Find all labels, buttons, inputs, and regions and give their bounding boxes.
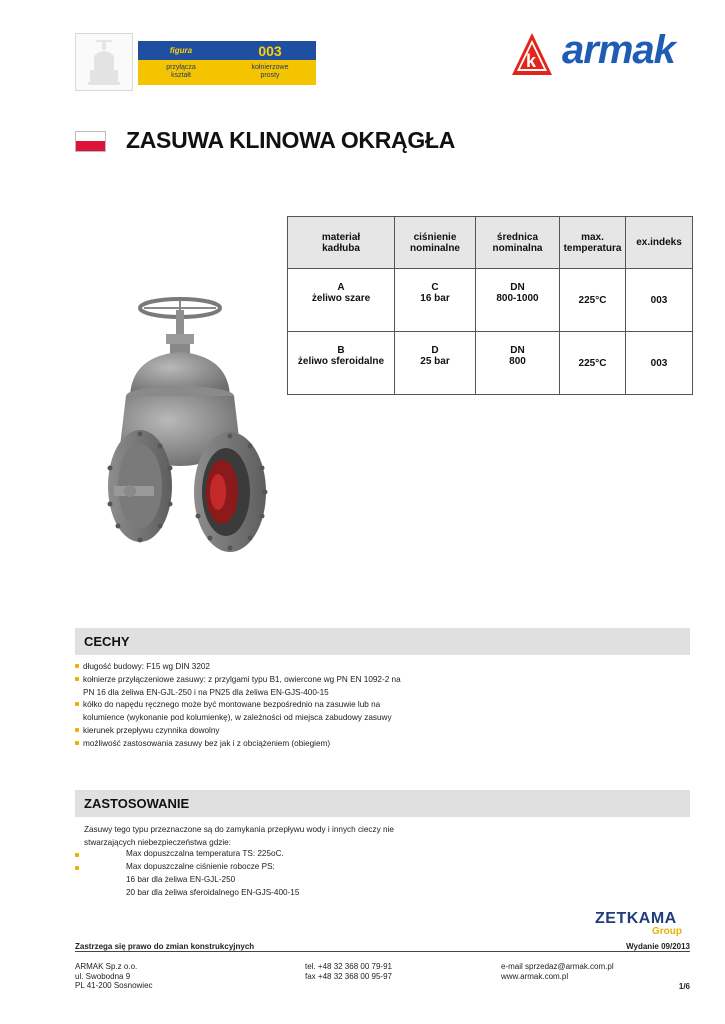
- zetkama-group-label: Group: [652, 926, 682, 937]
- bullet-icon: [75, 664, 79, 668]
- website-link[interactable]: www.armak.com.pl: [501, 971, 569, 981]
- cell-pressure: C 16 bar: [395, 269, 476, 332]
- list-item: możliwość zastosowania zasuwy bez jak i z obciążeniem (obiegiem): [75, 738, 435, 751]
- application-heading: ZASTOSOWANIE: [84, 796, 190, 811]
- product-thumbnail: [75, 33, 133, 91]
- list-item: kierunek przepływu czynnika dowolny: [75, 725, 435, 738]
- features-heading-bar: [75, 628, 690, 655]
- table-header-row: [288, 217, 693, 269]
- features-heading: CECHY: [84, 634, 130, 649]
- figure-label: figura: [169, 46, 193, 55]
- company-contact: [501, 962, 614, 981]
- cell-index: 003: [626, 269, 693, 332]
- company-address: ARMAK Sp.z o.o. ul. Swobodna 9 PL 41-200 Sosnowiec: [75, 962, 153, 991]
- header-temperature: max. temperatura: [560, 217, 626, 269]
- features-list: [75, 661, 435, 751]
- bullet-icon: [75, 866, 79, 870]
- email-link[interactable]: e-mail sprzedaz@armak.com.pl: [501, 962, 614, 971]
- cell-temperature: 225°C: [560, 332, 626, 395]
- figure-number: 003: [258, 42, 282, 59]
- page-number: 1/6: [678, 982, 690, 991]
- polish-flag-icon: [75, 131, 106, 152]
- cell-diameter: DN 800: [476, 332, 560, 395]
- cell-temperature: 225°C: [560, 269, 626, 332]
- svg-text:k: k: [526, 51, 537, 71]
- company-phones: tel. +48 32 368 00 79-91 fax +48 32 368 00 95-97: [305, 962, 392, 981]
- header-index: ex.indeks: [626, 217, 693, 269]
- bullet-icon: [75, 677, 79, 681]
- header-diameter: średnica nominalna: [476, 217, 560, 269]
- list-item: kółko do napędu ręcznego może być montowane bezpośrednio na zasuwie lub na kolumience (wykonanie pod kolumienkę), w zależności od miejsca zabudowy zasuwy: [75, 699, 435, 725]
- cell-material: B żeliwo sferoidalne: [288, 332, 395, 395]
- header-material: materiał kadłuba: [288, 217, 395, 269]
- list-item: długość budowy: F15 wg DIN 3202: [75, 661, 435, 674]
- gate-valve-image: [100, 296, 280, 552]
- figure-attribute-values: kołnierzowe prosty: [251, 64, 289, 79]
- list-item: kołnierze przyłączeniowe zasuwy: z przylgami typu B1, owiercone wg PN EN 1092-2 na PN 16 dla żeliwa EN-GJL-250 i na PN25 dla żeliwa EN-GJS-400-15: [75, 674, 435, 700]
- figure-attribute-names: przyłącza kształt: [166, 64, 196, 79]
- valve-thumbnail-icon: [76, 34, 132, 90]
- armak-logo-text: armak: [562, 28, 675, 72]
- application-heading-bar: [75, 790, 690, 817]
- cell-diameter: DN 800-1000: [476, 269, 560, 332]
- bullet-icon: [75, 728, 79, 732]
- cell-index: 003: [626, 332, 693, 395]
- bullet-icon: [75, 741, 79, 745]
- disclaimer: Zastrzega się prawo do zmian konstrukcyjnych: [75, 942, 255, 951]
- edition: Wydanie 09/2013: [626, 942, 690, 951]
- bullet-icon: [75, 702, 79, 706]
- table-row: [288, 332, 693, 395]
- header-pressure: ciśnienie nominalne: [395, 217, 476, 269]
- specification-table: [287, 216, 693, 395]
- table-row: [288, 269, 693, 332]
- figure-info-box: [138, 41, 316, 85]
- page-title: ZASUWA KLINOWA OKRĄGŁA: [126, 127, 456, 153]
- footer-divider: [75, 951, 690, 952]
- zetkama-logo: ZETKAMA: [595, 910, 677, 927]
- cell-pressure: D 25 bar: [395, 332, 476, 395]
- bullet-icon: [75, 853, 79, 857]
- cell-material: A żeliwo szare: [288, 269, 395, 332]
- application-intro: Zasuwy tego typu przeznaczone są do zamykania przepływu wody i innych cieczy nie stwarzających niebezpieczeństwa gdzie:: [84, 825, 394, 847]
